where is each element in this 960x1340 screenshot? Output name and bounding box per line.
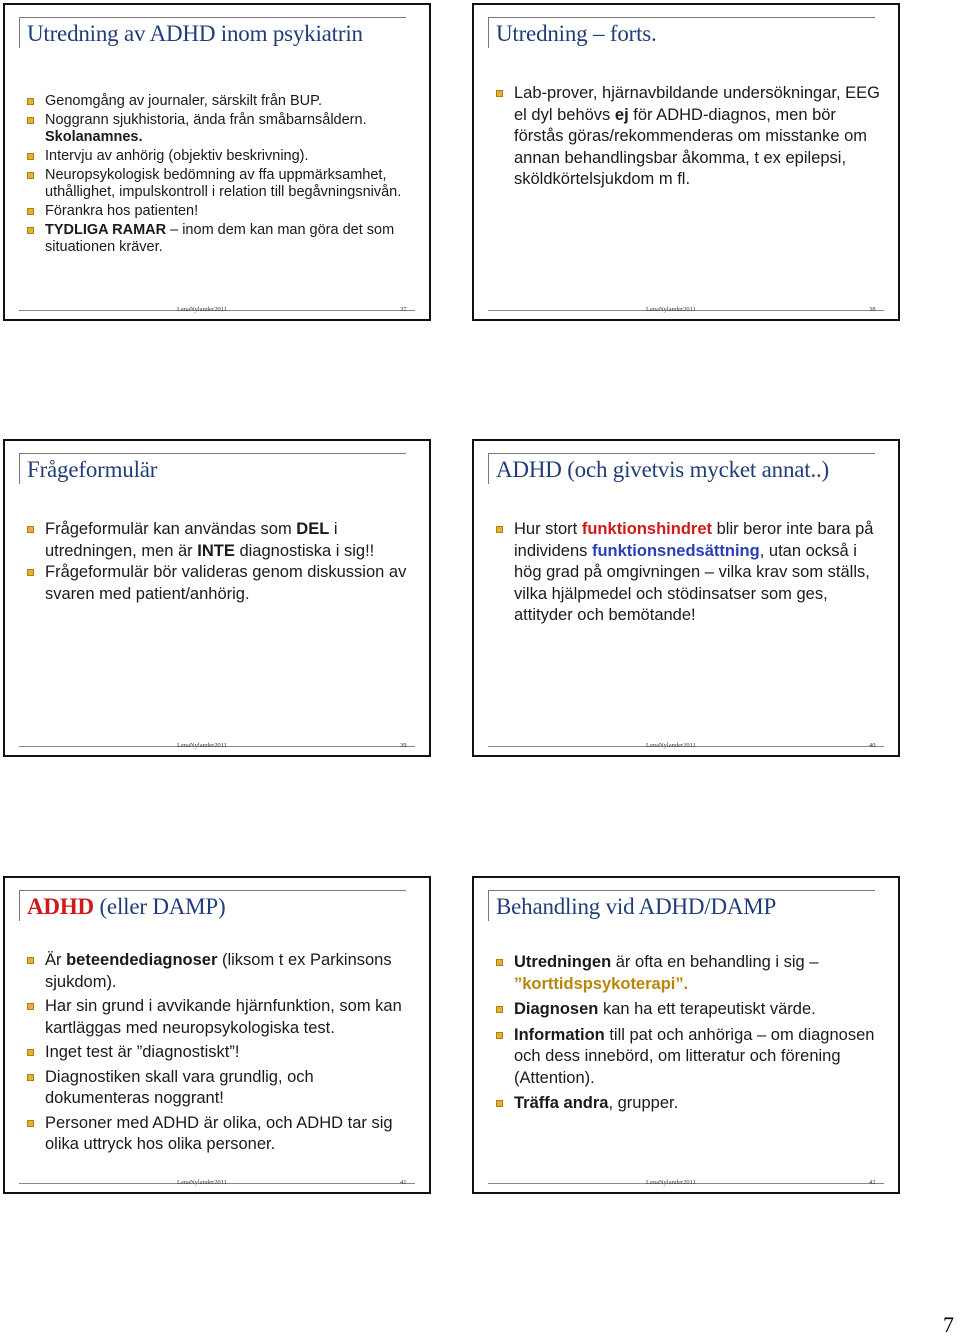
- bullet-text: ”korttidspsykoterapi”.: [514, 974, 689, 993]
- bullet-item: [496, 952, 884, 995]
- bullet-text: Diagnostiken skall vara grundlig, och dokumenteras noggrant!: [45, 1067, 314, 1107]
- bullet-text: Träffa andra: [514, 1094, 609, 1112]
- bullet-text: Förankra hos patienten!: [45, 203, 199, 219]
- bullet-text: för ADHD-diagnos, men bör förstås göras/rekommenderas om misstanke om annan behandlingsbar åkomma, t ex epilepsi, sköldkörtelsjukdom m fl.: [514, 105, 868, 188]
- bullet-text: – inom dem kan man göra det som situationen kräver.: [45, 222, 395, 255]
- slide-title-rest: (eller DAMP): [93, 894, 226, 919]
- bullet-item: [27, 1067, 415, 1110]
- slide-number: 41: [400, 1179, 407, 1186]
- bullet-text: Är: [45, 951, 67, 969]
- bullet-text: funktionshindret: [581, 520, 713, 538]
- bullet-text: Lab-prover, hjärnavbildande undersökningar, EEG el dyl behövs: [514, 84, 880, 124]
- bullet-text: DEL: [296, 520, 330, 538]
- slide-number: 42: [869, 1179, 876, 1186]
- slide-author: LenaNylander2011: [177, 1179, 227, 1186]
- slide-number: 38: [869, 306, 876, 313]
- bullet-list: [496, 519, 884, 627]
- slide-40: [472, 439, 900, 757]
- bullet-text: ej: [614, 105, 629, 124]
- bullet-text: Noggrann sjukhistoria, ända från småbarnsåldern.: [45, 112, 367, 128]
- bullet-item: [27, 996, 415, 1039]
- slide-37: [3, 3, 431, 321]
- slide-title: Frågeformulär: [27, 457, 158, 482]
- slide-38: [472, 3, 900, 321]
- bullet-text: Neuropsykologisk bedömning av ffa uppmärksamhet, uthållighet, impulskontroll i relation till begåvningsnivån.: [45, 167, 402, 200]
- bullet-text: Personer med ADHD är olika, och ADHD tar sig olika uttryck hos olika personer.: [45, 1113, 393, 1153]
- bullet-text: i utredningen, men är: [45, 520, 338, 560]
- bullet-item: [27, 148, 415, 165]
- slide-number: 37: [400, 306, 407, 313]
- bullet-text: diagnostiska i sig!!: [234, 541, 375, 560]
- bullet-text: Frågeformulär bör valideras genom diskussion av svaren med patient/anhörig.: [45, 563, 407, 603]
- slide-title: [27, 894, 225, 920]
- slide-title-highlight: ADHD: [27, 894, 94, 919]
- bullet-text: , grupper.: [608, 1094, 679, 1112]
- bullet-list: [27, 93, 415, 258]
- slide-author: LenaNylander2011: [177, 306, 227, 313]
- bullet-item: [27, 167, 415, 201]
- slide-author: LenaNylander2011: [646, 306, 696, 313]
- slide-author: LenaNylander2011: [177, 742, 227, 749]
- bullet-text: Genomgång av journaler, särskilt från BUP.: [45, 93, 322, 109]
- bullet-list: [496, 83, 884, 191]
- bullet-text: funktionsnedsättning: [591, 541, 760, 560]
- bullet-text: INTE: [197, 541, 235, 560]
- slide-author: LenaNylander2011: [646, 742, 696, 749]
- bullet-text: Diagnosen: [514, 1000, 599, 1018]
- bullet-text: , utan också i hög grad på omgivningen – vilka krav som ställs, vilka hjälpmedel och stödinsatser som ges, attityder och bemötande!: [514, 541, 870, 624]
- slide-title: Behandling vid ADHD/DAMP: [496, 894, 777, 919]
- bullet-item: [27, 112, 415, 146]
- bullet-text: Inget test är ”diagnostiskt”!: [45, 1043, 240, 1061]
- slide-title: Utredning av ADHD inom psykiatrin: [27, 21, 363, 46]
- bullet-list: [27, 519, 415, 605]
- bullet-text: blir beror inte bara på individens: [514, 520, 874, 560]
- bullet-text: Hur stort: [514, 520, 582, 538]
- bullet-item: [27, 519, 415, 562]
- slide-title: ADHD (och givetvis mycket annat..): [496, 457, 830, 482]
- bullet-item: [27, 1113, 415, 1156]
- slide-title: Utredning – forts.: [496, 21, 657, 46]
- bullet-item: [496, 1093, 884, 1115]
- bullet-item: [27, 203, 415, 220]
- bullet-item: [27, 950, 415, 993]
- slide-author: LenaNylander2011: [646, 1179, 696, 1186]
- bullet-text: TYDLIGA RAMAR: [45, 222, 167, 238]
- bullet-text: (liksom t ex Parkinsons sjukdom).: [45, 951, 392, 991]
- slide-42: [472, 876, 900, 1194]
- bullet-item: [496, 1025, 884, 1090]
- bullet-text: Utredningen: [514, 953, 612, 971]
- bullet-text: Har sin grund i avvikande hjärnfunktion, som kan kartläggas med neuropsykologiska test.: [45, 997, 402, 1037]
- bullet-text: till pat och anhöriga – om diagnosen och dess innebörd, om litteratur och förening (Attention).: [514, 1025, 875, 1087]
- slide-41: [3, 876, 431, 1194]
- page-number: 7: [943, 1312, 954, 1337]
- bullet-list: [27, 950, 415, 1159]
- bullet-text: Frågeformulär kan användas som: [45, 520, 297, 538]
- bullet-list: [496, 952, 884, 1119]
- bullet-item: [496, 519, 884, 627]
- bullet-item: [27, 1042, 415, 1064]
- slide-39: [3, 439, 431, 757]
- bullet-text: är ofta en behandling i sig –: [611, 953, 819, 971]
- slide-number: 39: [400, 742, 407, 749]
- bullet-item: [27, 93, 415, 110]
- bullet-item: [27, 222, 415, 256]
- bullet-item: [27, 562, 415, 605]
- bullet-item: [496, 83, 884, 191]
- bullet-item: [496, 999, 884, 1021]
- bullet-text: Information: [514, 1025, 605, 1044]
- slide-number: 40: [869, 742, 876, 749]
- bullet-text: Intervju av anhörig (objektiv beskrivning).: [45, 148, 309, 164]
- bullet-text: Skolanamnes.: [45, 129, 143, 145]
- bullet-text: kan ha ett terapeutiskt värde.: [598, 1000, 816, 1018]
- bullet-text: beteendediagnoser: [66, 951, 218, 969]
